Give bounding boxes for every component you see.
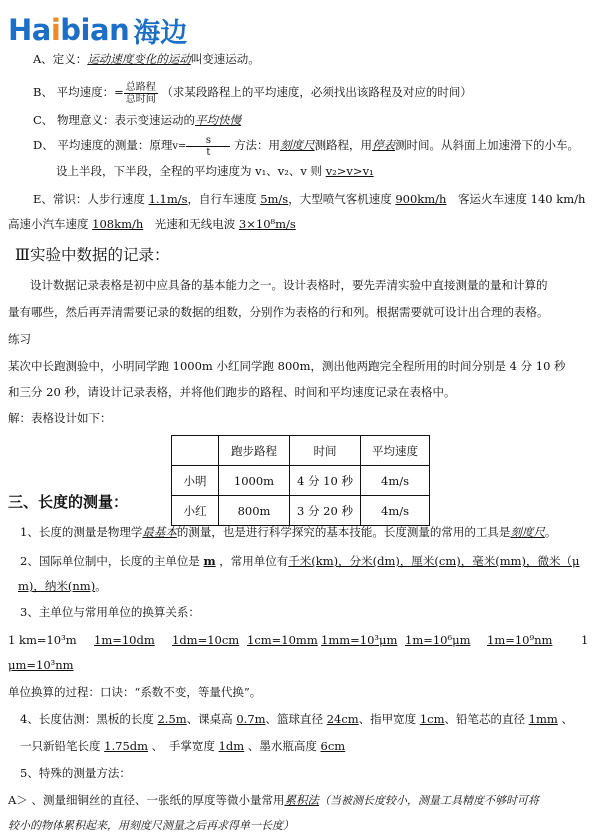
question-line: 和三分 20 秒，请设计记录表格，并将他们跑步的路程、时间和平均速度记录在表格中。 [8,385,456,399]
table-cell: 4m/s [361,496,430,526]
paragraph-line: 设计数据记录表格是初中应具备的基本能力之一。设计表格时，要先弄清实验中直接测量的量和计算的 [30,278,548,292]
table-cell: 3 分 20 秒 [290,496,361,526]
table-cell [172,436,219,466]
table-cell: 4m/s [361,466,430,496]
common-speeds-line: E、常识：人步行速度 1.1m/s，自行车速度 5m/s，大型喷气客机速度 900km/h 客运火车速度 140 km/h [33,192,586,206]
length-line-3: 3、主单位与常用单位的换算关系： [20,605,200,619]
average-speed-line: B、 平均速度：= $\frac{\text{总路程}}{\text{总时间}}$ （求某段路程上的平均速度，必须找出该路程及对应的时间） [33,81,472,105]
table-cell: 1000m [219,466,290,496]
table-row [172,466,430,496]
length-line-1: 1、长度的测量是物理学最基本的测量，也是进行科学探究的基本技能。长度测量的常用的工具是刻度尺。 [20,525,557,539]
length-estimate-line: 4、长度估测：黑板的长度 2.5m、课桌高 0.7m、篮球直径 24cm、指甲宽度 1cm、铅笔芯的直径 1mm 、 [20,712,573,726]
table-row [172,496,430,526]
length-line-2: 2、国际单位制中，长度的主单位是 m ，常用单位有千米(km)，分米(dm)，厘米(cm)，毫米(mm)，微米（μ [20,554,580,568]
average-speed-fraction: $\frac{\text{总路程}}{\text{总时间}}$ [125,81,156,105]
measurement-line: D、 平均速度的测量：原理v= $\frac{s}{t}$ 方法：用刻度尺测路程，用停表测时间。从斜面上加速滑下的小车。 [33,134,580,158]
table-cell: 小红 [172,496,219,526]
measurement-line-2: 设上半段，下半段，全程的平均速度为 v₁、v₂、v 则 v₂>v>v₁ [56,164,374,178]
conversion-row-2: μm=10³nm [8,658,74,672]
paragraph-line: 量有哪些，然后再弄清需要记录的数据的组数，分别作为表格的行和列。根据需要就可设计出合理的表格。 [8,305,549,319]
speed-formula-fraction: $\frac{s}{t}$ [186,135,230,158]
physical-meaning-line: C、 物理意义：表示变速运动的平均快慢 [33,113,241,127]
table-cell: 跑步路程 [219,436,290,466]
table-cell: 小明 [172,466,219,496]
accumulation-line-2: 较小的物体累积起来，用刻度尺测量之后再求得单一长度） [8,819,294,832]
unit-conversion-rule: 单位换算的过程：口诀：“系数不变，等量代换”。 [8,685,262,699]
logo-text: Haibian [8,13,130,47]
definition-line: A、定义：运动速度变化的运动叫变速运动。 [33,52,260,66]
logo [8,12,187,48]
table-cell: 平均速度 [361,436,430,466]
solution-label: 解：表格设计如下： [8,411,112,425]
section-title-length: 三、长度的测量： [8,493,129,511]
length-estimate-line-2: 一只新铅笔长度 1.75dm 、 手掌宽度 1dm 、墨水瓶高度 6cm [20,739,346,753]
special-methods-title: 5、特殊的测量方法： [20,766,131,780]
logo-chinese: 海边 [133,17,188,49]
table-cell: 时间 [290,436,361,466]
length-line-2b: m)，纳米(nm)。 [18,579,107,593]
accumulation-line: A＞ 、测量细铜丝的直径、一张纸的厚度等微小量常用累积法（当被测长度较小，测量工具精度不够时可将 [8,793,539,807]
section-title-data-record: Ⅲ实验中数据的记录： [15,246,170,264]
table-cell: 4 分 10 秒 [290,466,361,496]
table-cell: 800m [219,496,290,526]
question-line: 某次中长跑测验中，小明同学跑 1000m 小红同学跑 800m，测出他两跑完全程所用的时间分别是 4 分 10 秒 [8,359,566,373]
record-table [171,435,430,526]
common-speeds-line-2: 高速小汽车速度 108km/h 光速和无线电波 3×10⁸m/s [8,217,296,231]
table-header-row [172,436,430,466]
practice-label: 练习 [8,332,31,346]
